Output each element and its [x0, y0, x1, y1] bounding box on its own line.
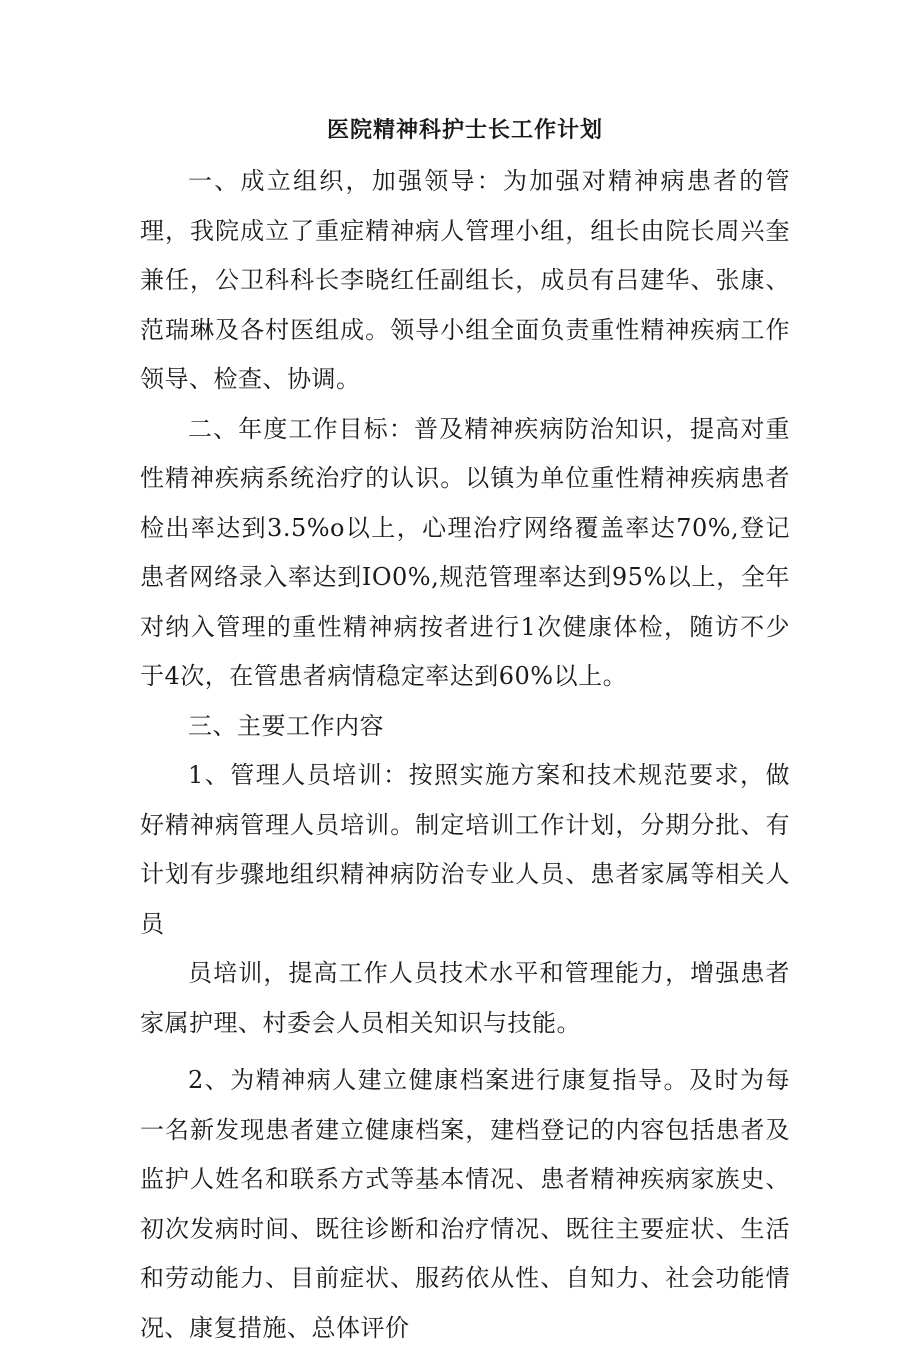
paragraph-training-continued: 员培训，提高工作人员技术水平和管理能力，增强患者家属护理、村委会人员相关知识与技能。	[140, 959, 790, 1037]
paragraph-annual-goals: 二、年度工作目标：普及精神疾病防治知识，提高对重性精神疾病系统治疗的认识。以镇为单位重性精神疾病患者检出率达到3.5%o以上，心理治疗网络覆盖率达70%,登记患者网络录入率达到IO0%,规范管理率达到95%以上，全年对纳入管理的重性精神病按者进行1次健康体检，随访不少于4次，在管患者病情稳定率达到60%以上。	[140, 414, 790, 690]
section-heading-main-work: 三、主要工作内容	[188, 711, 384, 740]
paragraph-organization: 一、成立组织，加强领导：为加强对精神病患者的管理，我院成立了重症精神病人管理小组，组长由院长周兴奎兼任，公卫科科长李晓红任副组长，成员有吕建华、张康、范瑞琳及各村医组成。领导小组全面负责重性精神疾病工作领导、检查、协调。	[140, 167, 790, 393]
paragraph-staff-training: 1、管理人员培训：按照实施方案和技术规范要求，做好精神病管理人员培训。制定培训工作计划，分期分批、有计划有步骤地组织精神病防治专业人员、患者家属等相关人员	[140, 761, 790, 938]
document-title: 医院精神科护士长工作计划	[326, 117, 603, 143]
document-page	[140, 115, 790, 1353]
paragraph-health-records: 2、为精神病人建立健康档案进行康复指导。及时为每一名新发现患者建立健康档案，建档登记的内容包括患者及监护人姓名和联系方式等基本情况、患者精神疾病家族史、初次发病时间、既往诊断和治疗情况、既往主要症状、生活和劳动能力、目前症状、服药依从性、自知力、社会功能情况、康复措施、总体评价	[140, 1066, 790, 1342]
